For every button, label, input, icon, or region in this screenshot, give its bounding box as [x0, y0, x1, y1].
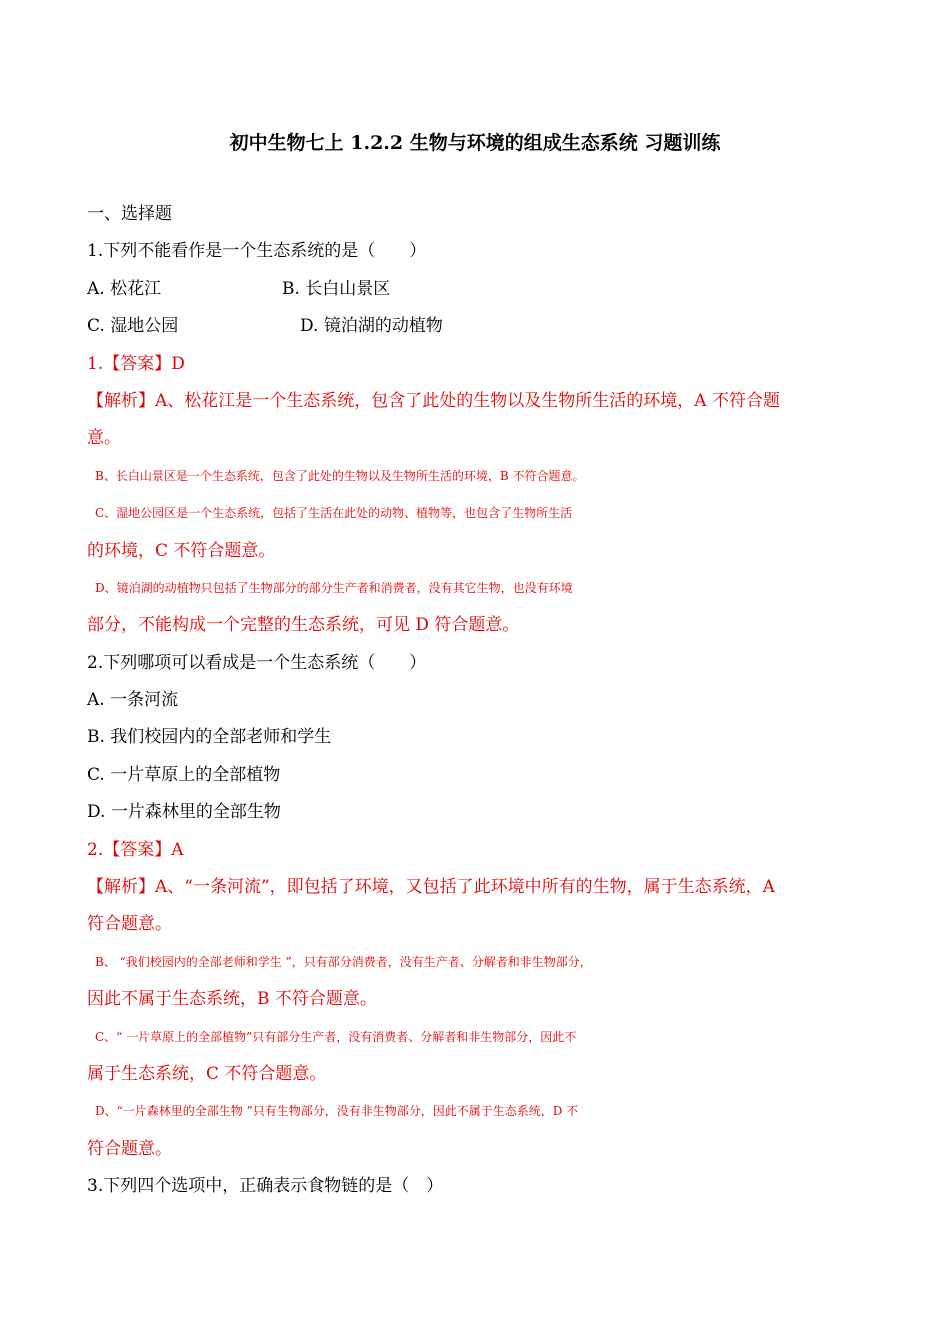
question-1-analysis-c-cont: 的环境，C 不符合题意。 [87, 540, 276, 561]
question-2-analysis-c: C、“ 一片草原上的全部植物”只有部分生产者，没有消费者、分解者和非生物部分，因此不 [95, 1029, 577, 1044]
question-1-option-a: A. 松花江 [87, 278, 162, 299]
question-2-answer: 2.【答案】A [87, 839, 184, 860]
question-1-analysis-b: B、长白山景区是一个生态系统，包含了此处的生物以及生物所生活的环境，B 不符合题意。 [95, 468, 585, 483]
question-2-option-d: D. 一片森林里的全部生物 [87, 802, 281, 823]
question-2-option-a: A. 一条河流 [87, 690, 179, 711]
question-1-analysis-d: D、镜泊湖的动植物只包括了生物部分的部分生产者和消费者，没有其它生物，也没有环境 [95, 580, 573, 595]
question-2-analysis-c-cont: 属于生态系统，C 不符合题意。 [87, 1063, 327, 1084]
page-title: 初中生物七上 1.2.2 生物与环境的组成生态系统 习题训练 [229, 132, 721, 154]
question-1-analysis-a-cont: 意。 [87, 428, 121, 449]
question-2-analysis-b: B、 “我们校园内的全部老师和学生 ”，只有部分消费者，没有生产者、分解者和非生物部分， [95, 954, 592, 969]
question-1-analysis-a: 【解析】A、松花江是一个生态系统，包含了此处的生物以及生物所生活的环境，A 不符合题 [87, 390, 780, 411]
question-1-options-row-2 [87, 308, 865, 345]
question-1-answer: 1.【答案】D [87, 353, 185, 374]
section-heading: 一、选择题 [87, 204, 172, 224]
question-1-stem: 1.下列不能看作是一个生态系统的是（ ） [87, 241, 427, 262]
question-3-stem: 3.下列四个选项中，正确表示食物链的是（ ） [87, 1176, 444, 1197]
question-2-analysis-d-cont: 符合题意。 [87, 1138, 172, 1159]
question-2-analysis-a-cont: 符合题意。 [87, 914, 172, 935]
question-1-option-c: C. 湿地公园 [87, 316, 179, 337]
question-1-option-b: B. 长白山景区 [282, 278, 391, 299]
question-1-analysis-c: C、湿地公园区是一个生态系统，包括了生活在此处的动物、植物等，也包含了生物所生活 [95, 506, 573, 521]
question-2-stem: 2.下列哪项可以看成是一个生态系统（ ） [87, 652, 427, 673]
question-2-analysis-d: D、“一片森林里的全部生物 ”只有生物部分，没有非生物部分，因此不属于生态系统，D 不 [95, 1104, 579, 1119]
question-2-analysis-b-cont: 因此不属于生态系统，B 不符合题意。 [87, 989, 377, 1010]
question-1-options-row-1 [87, 271, 865, 308]
question-2-option-b: B. 我们校园内的全部老师和学生 [87, 727, 332, 748]
question-2-option-c: C. 一片草原上的全部植物 [87, 764, 281, 785]
document-body [87, 196, 865, 1206]
question-1-option-d: D. 镜泊湖的动植物 [300, 316, 443, 337]
question-1-analysis-d-cont: 部分，不能构成一个完整的生态系统，可见 D 符合题意。 [87, 615, 520, 636]
question-2-analysis-a: 【解析】A、“一条河流”，即包括了环境，又包括了此环境中所有的生物，属于生态系统，A [87, 877, 775, 898]
